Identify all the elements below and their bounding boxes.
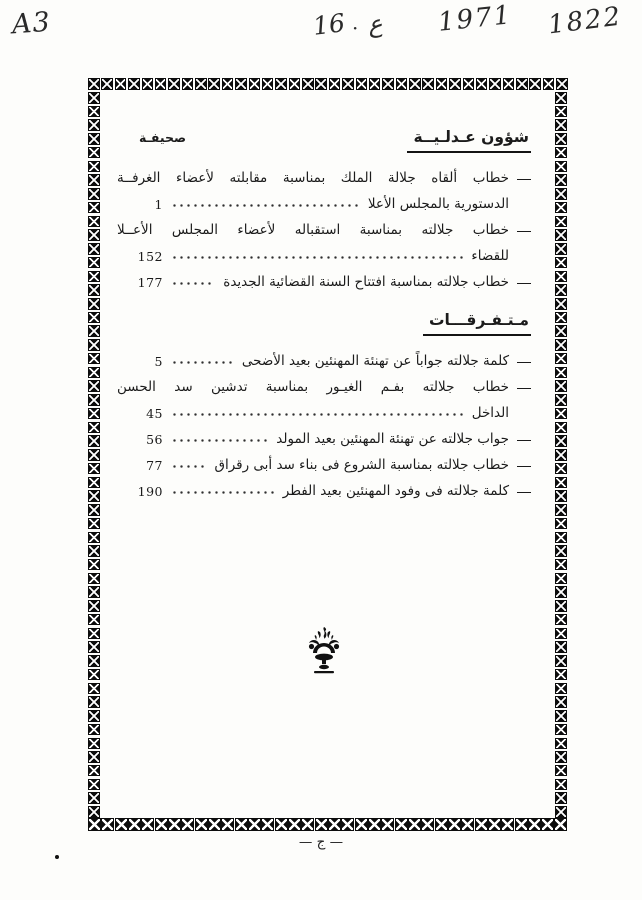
crossed-box-tile <box>88 271 100 283</box>
crossed-box-tile <box>168 78 180 90</box>
crossed-box-tile <box>555 710 567 722</box>
crossed-box-tile <box>396 78 408 90</box>
crossed-box-tile <box>422 78 434 90</box>
crossed-box-tile <box>275 818 288 831</box>
crossed-box-tile <box>88 600 100 612</box>
crossed-box-tile <box>555 449 567 461</box>
crossed-box-tile <box>88 353 100 365</box>
crossed-box-tile <box>555 229 567 241</box>
dot-leader <box>171 406 464 420</box>
crossed-box-tile <box>301 818 314 831</box>
page-number: 5 <box>154 353 163 369</box>
crossed-box-tile <box>88 325 100 337</box>
crossed-box-tile <box>235 78 247 90</box>
crossed-box-tile <box>88 202 100 214</box>
crossed-box-tile <box>541 818 554 831</box>
crossed-box-tile <box>155 78 167 90</box>
crossed-box-tile <box>409 78 421 90</box>
crossed-box-tile <box>88 696 100 708</box>
crossed-box-tile <box>435 818 448 831</box>
crossed-box-tile <box>88 408 100 420</box>
crossed-box-tile <box>142 78 154 90</box>
toc-line <box>117 400 531 426</box>
page-number: 56 <box>146 431 163 447</box>
crossed-box-tile <box>155 818 168 831</box>
crossed-box-tile <box>555 106 567 118</box>
crossed-box-tile <box>315 818 328 831</box>
crossed-box-tile <box>88 298 100 310</box>
section-title-miscellany: مـتـفـرقـــات <box>423 311 531 336</box>
crossed-box-tile <box>555 353 567 365</box>
crossed-box-tile <box>88 586 100 598</box>
crossed-box-tile <box>315 78 327 90</box>
crossed-box-tile <box>88 394 100 406</box>
page-column-label: صحيفـة <box>139 130 187 145</box>
toc-entry-text: جواب جلالته عن تهنئة المهنئين بعيد المولد <box>276 431 509 447</box>
crossed-box-tile <box>88 133 100 145</box>
crossed-box-tile <box>543 78 555 90</box>
handwritten-dot: · <box>352 16 359 40</box>
crossed-box-tile <box>88 504 100 516</box>
crossed-box-tile <box>88 284 100 296</box>
crossed-box-tile <box>555 92 567 104</box>
crossed-box-tile <box>448 818 461 831</box>
crossed-box-tile <box>141 818 154 831</box>
crossed-box-tile <box>436 78 448 90</box>
crossed-box-tile <box>555 751 567 763</box>
crossed-box-tile <box>101 818 114 831</box>
crossed-box-tile <box>88 188 100 200</box>
item-dash <box>517 231 531 233</box>
crossed-box-tile <box>555 628 567 640</box>
crossed-box-tile <box>88 655 100 667</box>
toc-line <box>117 452 531 478</box>
handwritten-year: 1971 <box>436 0 514 38</box>
crossed-box-tile <box>555 477 567 489</box>
crossed-box-tile <box>88 106 100 118</box>
crossed-box-tile <box>262 78 274 90</box>
crossed-box-tile <box>88 738 100 750</box>
crossed-box-tile <box>355 818 368 831</box>
crossed-box-tile <box>421 818 434 831</box>
crossed-box-tile <box>555 298 567 310</box>
page-number: 45 <box>146 405 163 421</box>
crossed-box-tile <box>88 367 100 379</box>
crossed-box-tile <box>555 202 567 214</box>
toc-entry-text: خطاب جلالته بمناسبة استقباله لأعضاء المجلس الأعــلا <box>117 222 509 238</box>
decorative-tile-frame <box>88 78 568 833</box>
crossed-box-tile <box>88 229 100 241</box>
dot-leader <box>171 432 268 446</box>
item-dash <box>517 283 531 285</box>
crossed-box-tile <box>461 818 474 831</box>
crossed-box-tile <box>195 78 207 90</box>
crossed-box-tile <box>555 243 567 255</box>
toc-entry-text: للقضاء <box>471 248 509 264</box>
crossed-box-tile <box>555 792 567 804</box>
dot-leader <box>171 484 275 498</box>
crossed-box-tile <box>555 545 567 557</box>
crossed-box-tile <box>555 573 567 585</box>
crossed-box-tile <box>288 818 301 831</box>
crossed-box-tile <box>463 78 475 90</box>
dot-leader <box>171 249 463 263</box>
crossed-box-tile <box>88 422 100 434</box>
crossed-box-tile <box>489 78 501 90</box>
crossed-box-tile <box>88 477 100 489</box>
crossed-box-tile <box>369 78 381 90</box>
crossed-box-tile <box>88 641 100 653</box>
frame-border-left <box>88 92 101 818</box>
crossed-box-tile <box>555 380 567 392</box>
toc-entry-text: كلمة جلالته جواباً عن تهنئة المهنئين بعيد الأضحى <box>241 353 509 369</box>
table-of-contents <box>101 92 555 818</box>
crossed-box-tile <box>235 818 248 831</box>
crossed-box-tile <box>88 216 100 228</box>
crossed-box-tile <box>329 78 341 90</box>
dot-leader <box>171 275 215 289</box>
toc-entry-text: خطاب جلالته بمناسبة الشروع فى بناء سد أبى رقراق <box>214 457 509 473</box>
section-heading-row <box>117 128 531 153</box>
crossed-box-tile <box>182 78 194 90</box>
page-number: 152 <box>137 248 163 264</box>
crossed-box-tile <box>555 133 567 145</box>
crossed-box-tile <box>208 78 220 90</box>
toc-line <box>117 217 531 243</box>
crossed-box-tile <box>222 78 234 90</box>
toc-entry-text: خطاب جلالته بفـم الغيـور بمناسبة تدشين سد الحسن <box>117 379 509 395</box>
crossed-box-tile <box>88 818 101 831</box>
toc-entry-text: خطاب جلالته بمناسبة افتتاح السنة القضائية الجديدة <box>223 274 509 290</box>
crossed-box-tile <box>88 119 100 131</box>
crossed-box-tile <box>555 532 567 544</box>
crossed-box-tile <box>555 765 567 777</box>
crossed-box-tile <box>555 738 567 750</box>
handwritten-arabic-letter: ع <box>366 9 384 39</box>
crossed-box-tile <box>555 600 567 612</box>
frame-border-top <box>88 78 568 91</box>
crossed-box-tile <box>555 271 567 283</box>
crossed-box-tile <box>88 806 100 818</box>
crossed-box-tile <box>88 573 100 585</box>
crossed-box-tile <box>515 818 528 831</box>
item-dash <box>517 179 531 181</box>
crossed-box-tile <box>488 818 501 831</box>
section-title-judicial-affairs: شؤون عـدلـيــة <box>407 128 531 153</box>
toc-entry-text: كلمة جلالته فى وفود المهنئين بعيد الفطر <box>282 483 509 499</box>
page-number: 1 <box>154 196 163 212</box>
toc-line <box>117 426 531 452</box>
crossed-box-tile <box>555 394 567 406</box>
crossed-box-tile <box>555 655 567 667</box>
crossed-box-tile <box>555 504 567 516</box>
dot-leader <box>171 197 360 211</box>
crossed-box-tile <box>328 818 341 831</box>
crossed-box-tile <box>555 422 567 434</box>
item-dash <box>517 466 531 468</box>
crossed-box-tile <box>289 78 301 90</box>
crossed-box-tile <box>195 818 208 831</box>
crossed-box-tile <box>88 463 100 475</box>
handwritten-volume-number: 16 <box>311 8 347 41</box>
folio-page-marker: — ج — <box>298 834 344 850</box>
crossed-box-tile <box>555 408 567 420</box>
crossed-box-tile <box>88 490 100 502</box>
crossed-box-tile <box>382 78 394 90</box>
crossed-box-tile <box>555 696 567 708</box>
crossed-box-tile <box>555 669 567 681</box>
crossed-box-tile <box>88 518 100 530</box>
crossed-box-tile <box>529 78 541 90</box>
crossed-box-tile <box>555 312 567 324</box>
crossed-box-tile <box>249 78 261 90</box>
crossed-box-tile <box>88 779 100 791</box>
toc-line <box>117 191 531 217</box>
crossed-box-tile <box>408 818 421 831</box>
toc-line <box>117 478 531 504</box>
item-dash <box>517 492 531 494</box>
crossed-box-tile <box>181 818 194 831</box>
crossed-box-tile <box>555 614 567 626</box>
crossed-box-tile <box>88 559 100 571</box>
crossed-box-tile <box>88 792 100 804</box>
crossed-box-tile <box>88 312 100 324</box>
frame-border-right <box>555 92 568 818</box>
crossed-box-tile <box>555 284 567 296</box>
crossed-box-tile <box>88 147 100 159</box>
crossed-box-tile <box>302 78 314 90</box>
crossed-box-tile <box>88 751 100 763</box>
crossed-box-tile <box>88 449 100 461</box>
crossed-box-tile <box>503 78 515 90</box>
crossed-box-tile <box>555 641 567 653</box>
toc-line <box>117 348 531 374</box>
dot-leader <box>171 458 206 472</box>
crossed-box-tile <box>342 78 354 90</box>
crossed-box-tile <box>88 710 100 722</box>
crossed-box-tile <box>555 325 567 337</box>
crossed-box-tile <box>88 174 100 186</box>
crossed-box-tile <box>555 174 567 186</box>
crossed-box-tile <box>555 161 567 173</box>
crossed-box-tile <box>381 818 394 831</box>
crossed-box-tile <box>555 257 567 269</box>
crossed-box-tile <box>88 724 100 736</box>
section-heading-row <box>117 311 531 336</box>
crossed-box-tile <box>88 435 100 447</box>
page-number: 177 <box>137 274 163 290</box>
crossed-box-tile <box>556 78 568 90</box>
crossed-box-tile <box>88 545 100 557</box>
crossed-box-tile <box>261 818 274 831</box>
crossed-box-tile <box>341 818 354 831</box>
crossed-box-tile <box>449 78 461 90</box>
crossed-box-tile <box>221 818 234 831</box>
crossed-box-tile <box>88 243 100 255</box>
toc-entry-text: خطاب ألقاه جلالة الملك بمناسبة مقابلته لأعضاء الغرفــة <box>117 170 509 186</box>
ink-speck <box>55 855 59 859</box>
toc-entry-text: الداخل <box>471 405 509 421</box>
toc-line <box>117 269 531 295</box>
crossed-box-tile <box>275 78 287 90</box>
crossed-box-tile <box>88 161 100 173</box>
crossed-box-tile <box>555 518 567 530</box>
urn-fleuron-ornament <box>301 626 347 678</box>
crossed-box-tile <box>101 78 113 90</box>
crossed-box-tile <box>555 586 567 598</box>
crossed-box-tile <box>555 367 567 379</box>
crossed-box-tile <box>555 683 567 695</box>
toc-line <box>117 243 531 269</box>
toc-line <box>117 165 531 191</box>
page-number: 77 <box>146 457 163 473</box>
crossed-box-tile <box>356 78 368 90</box>
crossed-box-tile <box>88 532 100 544</box>
page-number: 190 <box>137 483 163 499</box>
crossed-box-tile <box>88 380 100 392</box>
crossed-box-tile <box>128 78 140 90</box>
crossed-box-tile <box>555 463 567 475</box>
crossed-box-tile <box>208 818 221 831</box>
crossed-box-tile <box>88 257 100 269</box>
crossed-box-tile <box>501 818 514 831</box>
item-dash <box>517 388 531 390</box>
crossed-box-tile <box>115 818 128 831</box>
crossed-box-tile <box>528 818 541 831</box>
item-dash <box>517 440 531 442</box>
crossed-box-tile <box>88 92 100 104</box>
crossed-box-tile <box>88 78 100 90</box>
dot-leader <box>171 354 234 368</box>
crossed-box-tile <box>555 119 567 131</box>
crossed-box-tile <box>555 216 567 228</box>
crossed-box-tile <box>555 339 567 351</box>
crossed-box-tile <box>476 78 488 90</box>
crossed-box-tile <box>395 818 408 831</box>
crossed-box-tile <box>555 147 567 159</box>
crossed-box-tile <box>115 78 127 90</box>
crossed-box-tile <box>555 559 567 571</box>
crossed-box-tile <box>555 435 567 447</box>
crossed-box-tile <box>555 779 567 791</box>
crossed-box-tile <box>555 724 567 736</box>
toc-line <box>117 374 531 400</box>
handwritten-issue-number: 1822 <box>546 1 624 41</box>
crossed-box-tile <box>555 188 567 200</box>
crossed-box-tile <box>88 339 100 351</box>
crossed-box-tile <box>516 78 528 90</box>
crossed-box-tile <box>88 765 100 777</box>
crossed-box-tile <box>88 628 100 640</box>
item-dash <box>517 362 531 364</box>
crossed-box-tile <box>168 818 181 831</box>
crossed-box-tile <box>475 818 488 831</box>
crossed-box-tile <box>555 490 567 502</box>
toc-entry-text: الدستورية بالمجلس الأعلا <box>367 196 509 212</box>
crossed-box-tile <box>88 669 100 681</box>
crossed-box-tile <box>88 683 100 695</box>
crossed-box-tile <box>128 818 141 831</box>
crossed-box-tile <box>368 818 381 831</box>
crossed-box-tile <box>554 818 567 831</box>
crossed-box-tile <box>88 614 100 626</box>
frame-border-bottom <box>88 818 568 833</box>
crossed-box-tile <box>248 818 261 831</box>
crossed-box-tile <box>555 806 567 818</box>
handwritten-corner-code: A3 <box>10 6 52 41</box>
